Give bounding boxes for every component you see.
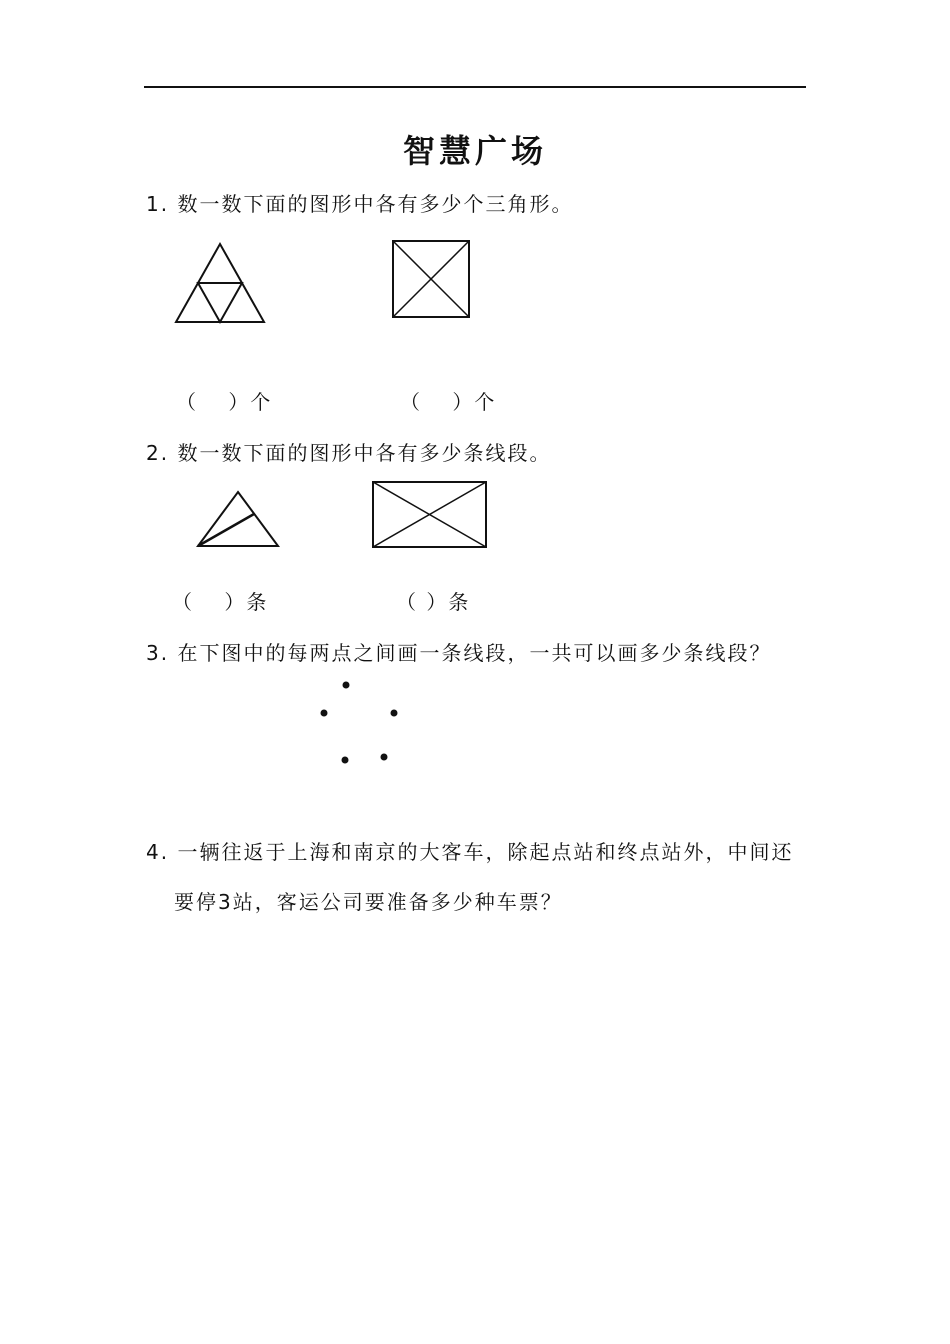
- five-points-figure: [310, 676, 410, 772]
- question-3-text: 3. 在下图中的每两点之间画一条线段，一共可以画多少条线段？: [146, 641, 772, 665]
- answer-blank-2b: （ ）条: [396, 590, 471, 614]
- square-with-diagonals-figure: [392, 240, 470, 318]
- inner-triangle: [198, 283, 242, 322]
- point-bottom-right: [381, 754, 388, 761]
- point-top: [343, 682, 350, 689]
- point-left: [321, 710, 328, 717]
- triangle-with-segment-figure: [196, 490, 280, 548]
- header-rule: [144, 86, 806, 88]
- question-4-text-line2: 要停3站，客运公司要准备多少种车票？: [174, 890, 563, 914]
- point-bottom-left: [342, 757, 349, 764]
- answer-blank-2a: （ ）条: [172, 590, 269, 614]
- point-right: [391, 710, 398, 717]
- subdivided-triangle-figure: [174, 242, 266, 324]
- page-title: 智慧广场: [402, 132, 547, 170]
- answer-blank-1b: （ ）个: [400, 390, 497, 414]
- answer-blank-1a: （ ）个: [176, 390, 273, 414]
- question-4-text-line1: 4. 一辆往返于上海和南京的大客车，除起点站和终点站外，中间还: [146, 840, 794, 864]
- rectangle-with-diagonals-figure: [372, 481, 488, 549]
- triangle-inner-segment: [198, 514, 254, 546]
- question-1-text: 1. 数一数下面的图形中各有多少个三角形。: [146, 192, 574, 216]
- question-2-text: 2. 数一数下面的图形中各有多少条线段。: [146, 441, 552, 465]
